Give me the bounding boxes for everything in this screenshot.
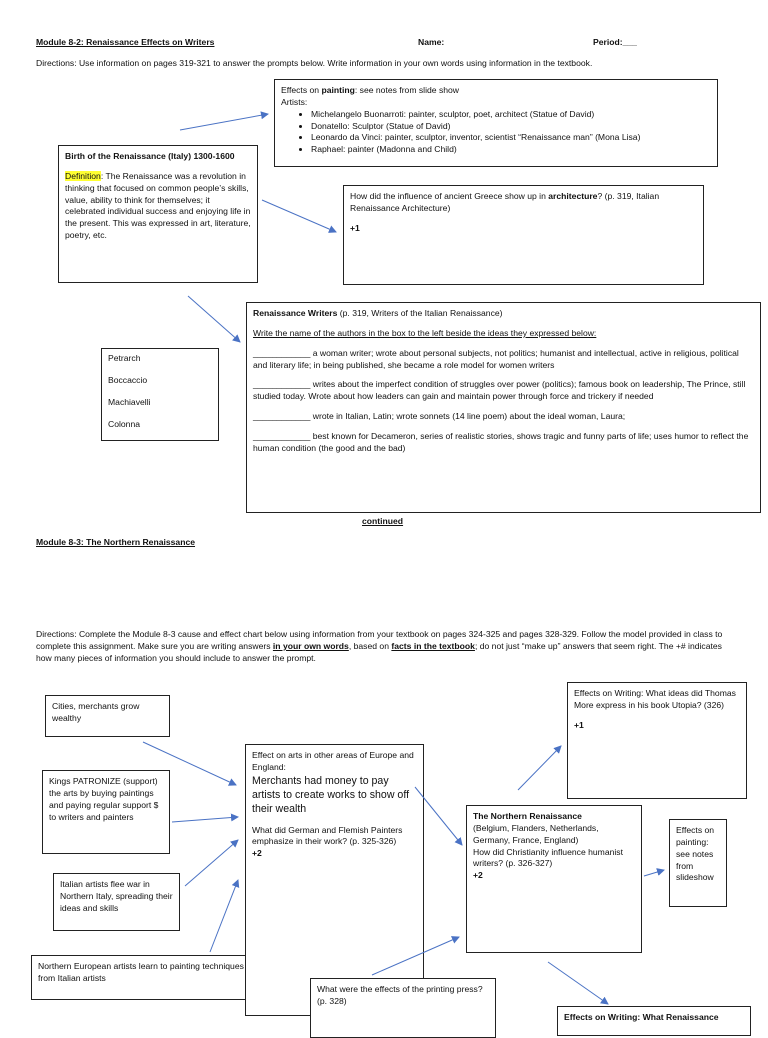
arrow-to-writers [188,296,240,342]
arrow-northern-to-arts [210,880,238,952]
period-field[interactable] [593,37,637,49]
artists-label: Artists: [281,96,308,107]
printing-press-box[interactable] [310,978,496,1038]
arts-effect-points: +2 [252,848,262,859]
writer-item-colonna[interactable]: ____________ a woman writer; wrote about personal subjects, not politics; humanist and intellectual, active in religious, political and literary life; in being published, she became a role model for women writers [253,347,739,370]
renaissance-writing-question: Effects on Writing: What Renaissance [564,1012,719,1022]
architecture-question-box[interactable] [343,185,704,285]
cause-northern-artists-box: Northern European artists learn to painting techniques from Italian artists [31,955,253,1000]
birth-of-renaissance-box [58,145,258,283]
birth-title: Birth of the Renaissance (Italy) 1300-1600 [65,151,235,161]
northern-countries: (Belgium, Flanders, Netherlands, Germany, France, England) [473,822,599,845]
artist-item: • Raphael: painter (Madonna and Child) [311,144,711,156]
arrow-to-painting [180,114,268,130]
cause-italian-artists-box: Italian artists flee war in Northern Italy, spreading their ideas and skills [53,873,180,931]
utopia-points: +1 [574,719,584,730]
writers-instruction: Write the name of the authors in the box to the left beside the ideas they expressed below: [253,327,597,338]
continued-label: continued [362,516,404,526]
author-name: Petrarch [108,353,141,363]
writer-item-petrarch[interactable]: ____________ wrote in Italian, Latin; wrote sonnets (14 line poem) about the ideal woman, Laura; [253,411,626,422]
architecture-question: How did the influence of ancient Greece show up in architecture? (p. 319, Italian Renaissance Architecture) [350,191,660,213]
northern-points: +2 [473,870,483,881]
cause-cities-box: Cities, merchants grow wealthy [45,695,170,737]
name-label: Name: [418,37,445,47]
module-8-2-title: Module 8-2: Renaissance Effects on Writers [36,37,215,47]
arts-effect-question: What did German and Flemish Painters emphasize in their work? (p. 325-326) [252,824,403,847]
name-field[interactable] [452,37,588,46]
northern-renaissance-box[interactable] [466,805,642,953]
author-name: Machiavelli [108,396,151,407]
arts-effect-answer: Merchants had money to pay artists to create works to show off their wealth [252,774,410,816]
definition-label: Definition [65,170,101,181]
module-8-3-title: Module 8-3: The Northern Renaissance [36,537,196,547]
definition: Definition: The Renaissance was a revolution in thinking that focused on common people’s skills, value, ability to think for themselves; it celebrated individual success and enjoying life in the present. This was expressed in art, literature, poetry, etc. [65,170,251,241]
arrow-to-utopia [518,746,561,790]
author-name: Boccaccio [108,374,148,385]
arrow-to-architecture [262,200,336,232]
period-label: Period: [593,37,623,47]
artists-list [281,109,711,156]
artist-item: • Leonardo da Vinci: painter, sculptor, inventor, scientist “Renaissance man” (Mona Lisa) [311,132,711,144]
painting-title: Effects on painting: see notes from slide show [281,85,460,95]
writer-item-machiavelli[interactable]: ____________ writes about the imperfect condition of struggles over power (politics); famous book on leadership, The Prince, still studied today. Wrote about how leaders can gain and maintain power through force and trickery if needed [253,379,746,402]
arrow-to-renaissance-writing [548,962,608,1004]
directions-8-2: Directions: Use information on pages 319-321 to answer the prompts below. Write information in your own words using information in the textbook. [36,58,593,68]
northern-question: How did Christianity influence humanist writers? (p. 326-327) [473,846,623,869]
northern-title: The Northern Renaissance [473,811,582,821]
artist-item: • Donatello: Sculptor (Statue of David) [311,121,711,133]
writers-title: Renaissance Writers (p. 319, Writers of the Italian Renaissance) [253,308,503,318]
answer-blank: ____________ [253,411,311,422]
cause-kings-box: Kings PATRONIZE (support) the arts by buying paintings and paying regular support $ to writers and painters [42,770,170,854]
period-blank: ___ [622,37,637,47]
authors-box [101,348,219,441]
answer-blank: ____________ [253,431,311,442]
printing-question: What were the effects of the printing press? (p. 328) [317,984,483,1006]
answer-blank: ____________ [253,379,311,390]
arts-effect-title: Effect on arts in other areas of Europe and England: [252,750,414,772]
painting-effect-box: Effects on painting: see notes from slideshow [669,819,727,907]
renaissance-writing-box[interactable] [557,1006,751,1036]
renaissance-writers-box [246,302,761,513]
arrow-to-painting-effect [644,870,664,876]
author-name: Colonna [108,418,141,429]
arrow-italian-to-arts [185,840,238,886]
arrow-kings-to-arts [172,817,238,822]
architecture-points: +1 [350,222,360,233]
artist-item: • Michelangelo Buonarroti: painter, sculptor, poet, architect (Statue of David) [311,109,711,121]
utopia-question: Effects on Writing: What ideas did Thomas More express in his book Utopia? (326) [574,688,736,710]
utopia-question-box[interactable] [567,682,747,799]
arts-effect-box[interactable] [245,744,424,1016]
directions-8-3: Directions: Complete the Module 8-3 cause and effect chart below using information from your textbook on pages 324-325 and pages 328-329. Follow the model provided in class to complete this assignment. Make sure you are writing answers in your own words, based on facts in the textbook; do not just “make up” answers that seem right. The +# indicates how many pieces of information you should include to answer the prompt. [36,629,723,663]
painting-effects-box [274,79,718,167]
writer-item-boccaccio[interactable]: ____________ best known for Decameron, series of realistic stories, shows tragic and funny parts of life; uses humor to reflect the human condition (the good and the bad) [253,431,749,453]
answer-blank: ____________ [253,347,311,358]
